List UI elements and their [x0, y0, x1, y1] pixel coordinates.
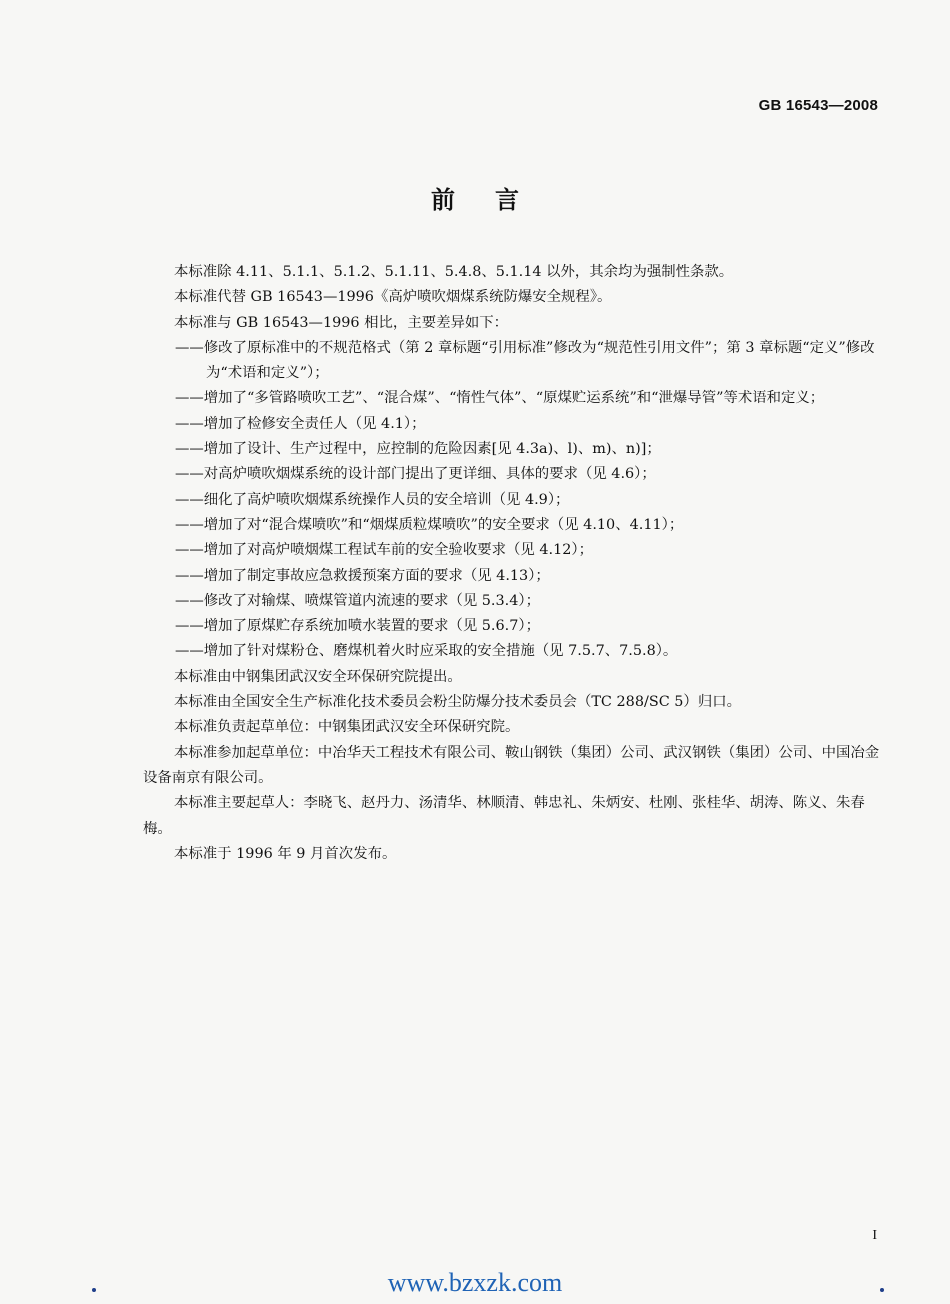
- change-item: ——增加了“多管路喷吹工艺”、“混合煤”、“惰性气体”、“原煤贮运系统”和“泄爆导管”等术语和定义；: [175, 390, 825, 407]
- paragraph: 本标准负责起草单位：中钢集团武汉安全环保研究院。: [174, 719, 520, 736]
- change-item: ——细化了高炉喷吹烟煤系统操作人员的安全培训（见 4.9）；: [175, 491, 570, 508]
- paragraph: 本标准除 4.11、5.1.1、5.1.2、5.1.11、5.4.8、5.1.14 以外，其余均为强制性条款。: [174, 264, 734, 280]
- paragraph: 本标准代替 GB 16543—1996《高炉喷吹烟煤系统防爆安全规程》。: [174, 289, 612, 306]
- change-item: ——增加了设计、生产过程中，应控制的危险因素[见 4.3a)、l)、m)、n)]；: [175, 441, 661, 458]
- paragraph: 本标准由全国安全生产标准化技术委员会粉尘防爆分技术委员会（TC 288/SC 5）归口。: [174, 694, 741, 711]
- change-item: ——修改了原标准中的不规范格式（第 2 章标题“引用标准”修改为“规范性引用文件”；第 3 章标题“定义”修改为“术语和定义”）；: [175, 339, 875, 382]
- standard-number: GB 16543—2008: [758, 97, 878, 114]
- page-number: I: [872, 1228, 877, 1243]
- change-item: ——增加了对高炉喷烟煤工程试车前的安全验收要求（见 4.12）；: [175, 542, 593, 559]
- paragraph: 本标准主要起草人：李晓飞、赵丹力、汤清华、林顺清、韩忠礼、朱炳安、杜刚、张桂华、胡涛、陈义、朱春梅。: [143, 795, 865, 837]
- watermark-url[interactable]: www.bzxzk.com: [387, 1268, 563, 1297]
- change-item: ——增加了对“混合煤喷吹”和“烟煤质粒煤喷吹”的安全要求（见 4.10、4.11）；: [175, 516, 684, 533]
- page-title: 前言: [431, 186, 559, 214]
- paragraph: 本标准与 GB 16543—1996 相比，主要差异如下：: [174, 314, 509, 331]
- change-item: ——增加了原煤贮存系统加喷水装置的要求（见 5.6.7）；: [175, 618, 540, 635]
- change-item: ——增加了针对煤粉仓、磨煤机着火时应采取的安全措施（见 7.5.7、7.5.8）。: [175, 643, 678, 660]
- change-item: ——对高炉喷吹烟煤系统的设计部门提出了更详细、具体的要求（见 4.6）；: [175, 466, 656, 483]
- decorative-dot: [880, 1288, 884, 1292]
- paragraph: 本标准由中钢集团武汉安全环保研究院提出。: [174, 668, 462, 685]
- change-item: ——增加了检修安全责任人（见 4.1）；: [175, 415, 426, 432]
- paragraph: 本标准参加起草单位：中冶华天工程技术有限公司、鞍山钢铁（集团）公司、武汉钢铁（集团）公司、中国冶金设备南京有限公司。: [143, 744, 880, 786]
- document-body: [143, 260, 893, 867]
- change-item: ——增加了制定事故应急救援预案方面的要求（见 4.13）；: [175, 567, 550, 584]
- paragraph: 本标准于 1996 年 9 月首次发布。: [174, 845, 397, 862]
- change-item: ——修改了对输煤、喷煤管道内流速的要求（见 5.3.4）；: [175, 592, 540, 609]
